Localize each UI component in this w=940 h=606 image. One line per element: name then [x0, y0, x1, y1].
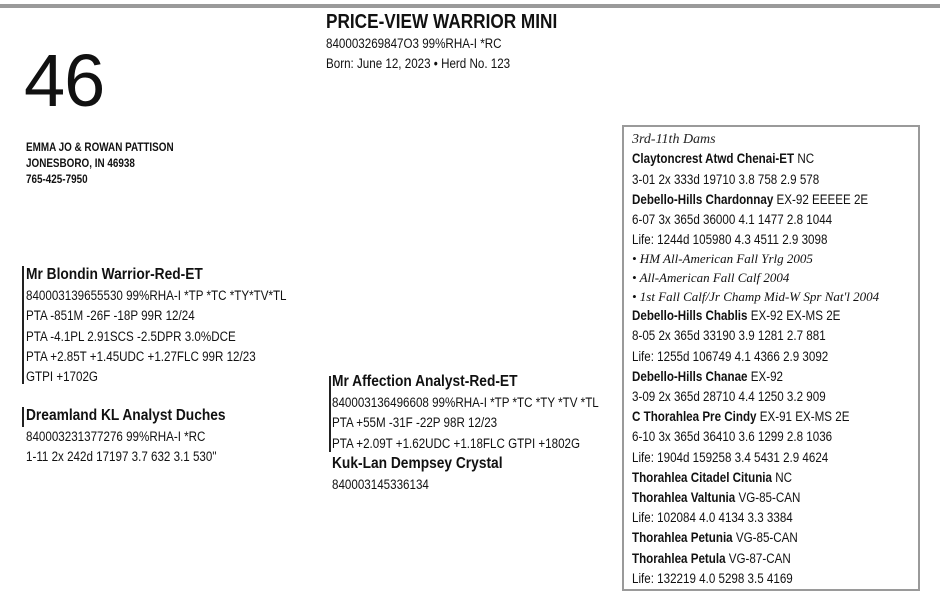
maternal-granddam-line: 840003145336134 [332, 477, 429, 492]
dam-record-line: Life: 1904d 159258 3.4 5431 2.9 4624 [632, 449, 829, 465]
dam-entry [632, 190, 871, 210]
dam-record-line: 6-10 3x 365d 36410 3.6 1299 2.8 1036 [632, 429, 833, 445]
sire-bracket-line [22, 266, 24, 384]
dams-list [632, 149, 910, 589]
dam-entry-name: Debello-Hills Chardonnay [632, 191, 774, 207]
dam-entry-classification: EX-91 EX-MS 2E [756, 409, 850, 425]
maternal-grandsire-line: 840003136496608 99%RHA-I *TP *TC *TY *TV *TL [332, 395, 599, 410]
dam-entry-classification: EX-92 [747, 368, 783, 384]
animal-birth-info: Born: June 12, 2023 • Herd No. 123 [326, 56, 511, 71]
owner-city: JONESBORO, IN 46938 [26, 158, 135, 170]
dam-entry-name: Thorahlea Petunia [632, 530, 733, 546]
owner-info [26, 140, 174, 188]
sire-line: 840003139655530 99%RHA-I *TP *TC *TY*TV*TL [26, 288, 287, 303]
sire-block [26, 264, 329, 387]
maternal-granddam-name: Kuk-Lan Dempsey Crystal [332, 455, 503, 472]
maternal-grandsire-line: PTA +55M -31F -22P 98R 12/23 [332, 415, 498, 431]
sire-line: PTA -851M -26F -18P 99R 12/24 [26, 308, 195, 324]
dam-block [26, 405, 258, 468]
dam-record-line: Life: 102084 4.0 4134 3.3 3384 [632, 510, 793, 526]
dam-entry-classification: VG-85-CAN [735, 490, 801, 506]
dams-box-header: 3rd-11th Dams [632, 132, 716, 147]
dam-entry-classification: VG-87-CAN [725, 550, 791, 566]
dam-name: Dreamland KL Analyst Duches [26, 407, 226, 424]
dam-honor-note: • HM All-American Fall Yrlg 2005 [632, 251, 813, 267]
dam-entry-name: Debello-Hills Chanae [632, 368, 748, 384]
dam-entry-classification: VG-85-CAN [732, 530, 798, 546]
dam-entry [632, 407, 871, 427]
grandsire-bracket-line [329, 376, 331, 452]
dam-entry [632, 549, 871, 569]
dam-entry-classification: NC [771, 469, 792, 485]
dam-entry-classification: EX-92 EEEEE 2E [773, 191, 869, 207]
dam-entry-name: Thorahlea Petula [632, 550, 726, 566]
dam-entry-classification: EX-92 EX-MS 2E [747, 308, 841, 324]
dam-honor-note: • All-American Fall Calf 2004 [632, 270, 790, 286]
dam-entry-name: Thorahlea Citadel Citunia [632, 469, 772, 485]
dam-entry [632, 306, 871, 326]
dam-entry [632, 149, 871, 169]
dam-entry [632, 488, 871, 508]
animal-registration: 840003269847O3 99%RHA-I *RC [326, 36, 502, 51]
dam-bracket-line [22, 407, 24, 427]
maternal-grandsire-line: PTA +2.09T +1.62UDC +1.18FLC GTPI +1802G [332, 435, 581, 451]
animal-header [326, 10, 595, 74]
dam-entry-name: Debello-Hills Chablis [632, 308, 748, 324]
sire-name: Mr Blondin Warrior-Red-ET [26, 266, 203, 283]
dam-record-line: 3-01 2x 333d 19710 3.8 758 2.9 578 [632, 171, 820, 187]
dam-record-line: Life: 1255d 106749 4.1 4366 2.9 3092 [632, 348, 829, 364]
sire-line: PTA -4.1PL 2.91SCS -2.5DPR 3.0%DCE [26, 328, 236, 344]
dam-entry-name: Claytoncrest Atwd Chenai-ET [632, 151, 795, 167]
maternal-grandsire-block [332, 371, 642, 454]
dam-entry-name: C Thorahlea Pre Cindy [632, 409, 757, 425]
dam-entry-classification: NC [794, 151, 815, 167]
dams-box [622, 125, 920, 591]
maternal-granddam-block [332, 453, 530, 495]
lot-number: 46 [24, 39, 105, 122]
dam-entry-name: Thorahlea Valtunia [632, 490, 736, 506]
dam-honor-note: • 1st Fall Calf/Jr Champ Mid-W Spr Nat'l 2004 [632, 288, 880, 304]
sire-line: GTPI +1702G [26, 369, 98, 385]
owner-phone: 765-425-7950 [26, 174, 88, 186]
owner-name: EMMA JO & ROWAN PATTISON [26, 142, 174, 154]
dam-entry [632, 468, 871, 488]
dam-record-line: 3-09 2x 365d 28710 4.4 1250 3.2 909 [632, 389, 826, 405]
dam-record-line: Life: 1244d 105980 4.3 4511 2.9 3098 [632, 232, 828, 248]
dam-entry [632, 528, 871, 548]
dam-record-line: Life: 132219 4.0 5298 3.5 4169 [632, 570, 793, 586]
dam-entry [632, 367, 871, 387]
animal-name: PRICE-VIEW WARRIOR MINI [326, 11, 558, 33]
dam-record-line: 8-05 2x 365d 33190 3.9 1281 2.7 881 [632, 328, 826, 344]
top-divider [0, 4, 940, 8]
sire-line: PTA +2.85T +1.45UDC +1.27FLC 99R 12/23 [26, 348, 256, 364]
dam-line: 1-11 2x 242d 17197 3.7 632 3.1 530" [26, 449, 217, 465]
dam-record-line: 6-07 3x 365d 36000 4.1 1477 2.8 1044 [632, 212, 833, 228]
dam-line: 840003231377276 99%RHA-I *RC [26, 429, 206, 444]
maternal-grandsire-name: Mr Affection Analyst-Red-ET [332, 373, 518, 390]
